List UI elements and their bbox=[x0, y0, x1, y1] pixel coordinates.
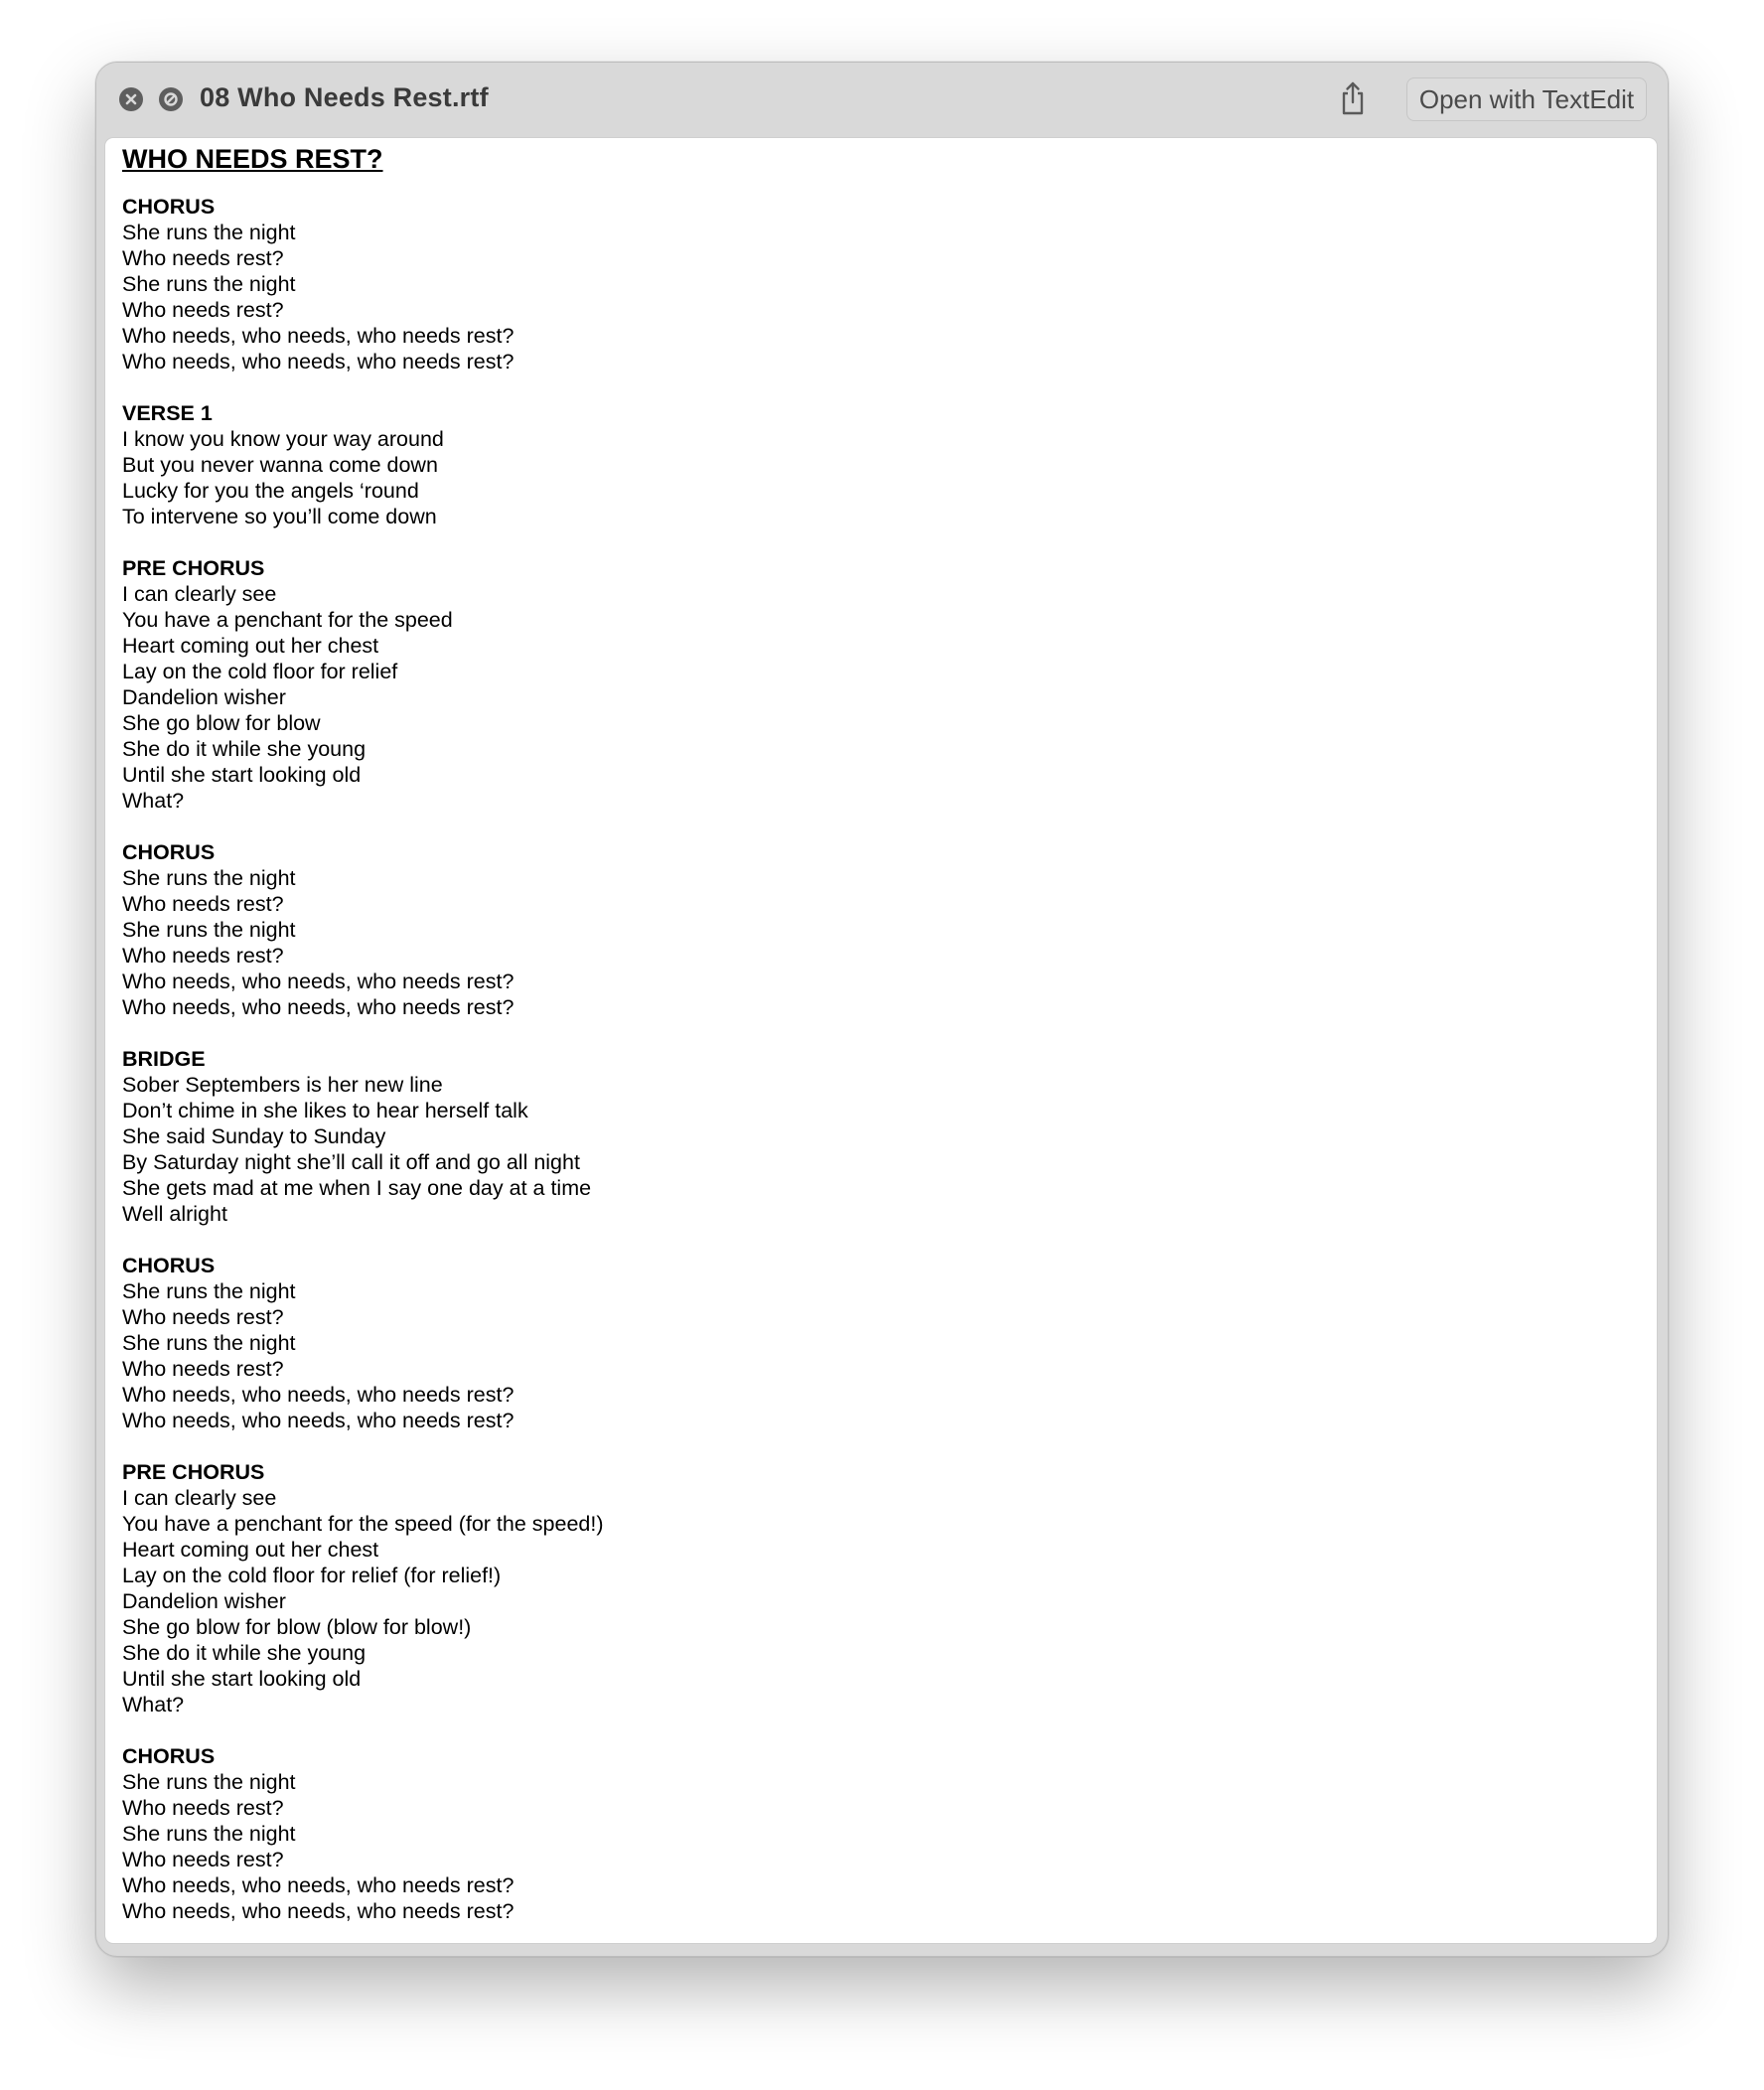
lyric-line: Who needs, who needs, who needs rest? bbox=[122, 1383, 514, 1407]
lyric-line: Who needs rest? bbox=[122, 892, 284, 916]
section-heading: CHORUS bbox=[122, 1254, 216, 1277]
lyric-line: She runs the night bbox=[122, 918, 296, 942]
lyric-line: I can clearly see bbox=[122, 582, 277, 606]
lyric-line: Who needs, who needs, who needs rest? bbox=[122, 970, 514, 993]
lyric-line: Who needs, who needs, who needs rest? bbox=[122, 1409, 514, 1432]
lyric-line: Who needs rest? bbox=[122, 246, 284, 270]
lyrics-section bbox=[122, 555, 1632, 814]
close-button[interactable] bbox=[119, 87, 143, 111]
lyric-line: She runs the night bbox=[122, 1822, 296, 1846]
section-heading: PRE CHORUS bbox=[122, 556, 265, 580]
lyric-line: She runs the night bbox=[122, 272, 296, 296]
lyric-line: Lay on the cold floor for relief bbox=[122, 660, 398, 683]
lyric-line: She runs the night bbox=[122, 1770, 296, 1794]
lyric-line: I can clearly see bbox=[122, 1486, 277, 1510]
block-button[interactable] bbox=[159, 87, 183, 111]
close-icon bbox=[119, 87, 143, 111]
section-heading: VERSE 1 bbox=[122, 401, 213, 425]
lyric-line: Who needs, who needs, who needs rest? bbox=[122, 995, 514, 1019]
lyric-line: She runs the night bbox=[122, 1279, 296, 1303]
title-bar[interactable] bbox=[96, 63, 1668, 137]
lyric-line: Dandelion wisher bbox=[122, 1589, 286, 1613]
lyric-line: Until she start looking old bbox=[122, 763, 362, 787]
lyric-line: You have a penchant for the speed bbox=[122, 608, 453, 632]
open-with-textedit-button[interactable]: Open with TextEdit bbox=[1406, 77, 1647, 121]
window-title: 08 Who Needs Rest.rtf bbox=[200, 82, 489, 112]
lyric-line: Heart coming out her chest bbox=[122, 1538, 379, 1562]
lyric-line: But you never wanna come down bbox=[122, 453, 438, 477]
quicklook-window bbox=[95, 62, 1669, 1957]
lyric-line: Who needs rest? bbox=[122, 1796, 284, 1820]
lyric-line: Don’t chime in she likes to hear herself talk bbox=[122, 1099, 528, 1122]
lyric-line: Lay on the cold floor for relief (for relief!) bbox=[122, 1564, 502, 1587]
block-icon bbox=[159, 87, 183, 111]
lyric-line: She do it while she young bbox=[122, 737, 367, 761]
lyric-line: She runs the night bbox=[122, 1331, 296, 1355]
lyrics-section bbox=[122, 194, 1632, 374]
lyric-line: Who needs, who needs, who needs rest? bbox=[122, 324, 514, 348]
lyrics-section bbox=[122, 1253, 1632, 1433]
lyric-line: You have a penchant for the speed (for the speed!) bbox=[122, 1512, 604, 1536]
section-heading: CHORUS bbox=[122, 1744, 216, 1768]
lyric-line: What? bbox=[122, 1693, 185, 1717]
lyric-line: Who needs, who needs, who needs rest? bbox=[122, 1873, 514, 1897]
section-heading: CHORUS bbox=[122, 840, 216, 864]
lyric-line: What? bbox=[122, 789, 185, 813]
lyric-line: She said Sunday to Sunday bbox=[122, 1124, 386, 1148]
lyric-line: Until she start looking old bbox=[122, 1667, 362, 1691]
document-title: WHO NEEDS REST? bbox=[122, 144, 383, 174]
lyrics-section bbox=[122, 1743, 1632, 1924]
lyric-line: She go blow for blow (blow for blow!) bbox=[122, 1615, 472, 1639]
share-icon bbox=[1338, 80, 1368, 121]
lyric-line: Who needs rest? bbox=[122, 944, 284, 968]
lyric-line: Who needs rest? bbox=[122, 1848, 284, 1871]
lyric-line: She runs the night bbox=[122, 866, 296, 890]
lyric-line: Who needs, who needs, who needs rest? bbox=[122, 350, 514, 373]
lyric-line: Who needs, who needs, who needs rest? bbox=[122, 1899, 514, 1923]
lyrics-section bbox=[122, 1046, 1632, 1227]
document-content bbox=[122, 142, 1632, 1943]
section-heading: CHORUS bbox=[122, 195, 216, 219]
share-button[interactable] bbox=[1333, 80, 1373, 120]
lyric-line: Who needs rest? bbox=[122, 1305, 284, 1329]
lyric-line: Who needs rest? bbox=[122, 298, 284, 322]
lyrics-section bbox=[122, 1459, 1632, 1717]
lyric-line: Well alright bbox=[122, 1202, 227, 1226]
lyric-line: I know you know your way around bbox=[122, 427, 444, 451]
lyrics-section bbox=[122, 400, 1632, 529]
lyric-line: She go blow for blow bbox=[122, 711, 321, 735]
lyric-line: She runs the night bbox=[122, 221, 296, 244]
lyrics-section bbox=[122, 839, 1632, 1020]
document-view[interactable] bbox=[105, 138, 1657, 1943]
lyric-line: Lucky for you the angels ‘round bbox=[122, 479, 419, 503]
lyric-line: Who needs rest? bbox=[122, 1357, 284, 1381]
section-heading: PRE CHORUS bbox=[122, 1460, 265, 1484]
lyric-line: By Saturday night she’ll call it off and go all night bbox=[122, 1150, 580, 1174]
lyric-line: Heart coming out her chest bbox=[122, 634, 379, 658]
lyric-line: She do it while she young bbox=[122, 1641, 367, 1665]
lyric-line: She gets mad at me when I say one day at a time bbox=[122, 1176, 592, 1200]
lyric-line: To intervene so you’ll come down bbox=[122, 505, 437, 528]
lyric-line: Dandelion wisher bbox=[122, 685, 286, 709]
lyric-line: Sober Septembers is her new line bbox=[122, 1073, 443, 1097]
lyrics-sections bbox=[122, 194, 1632, 1924]
section-heading: BRIDGE bbox=[122, 1047, 206, 1071]
